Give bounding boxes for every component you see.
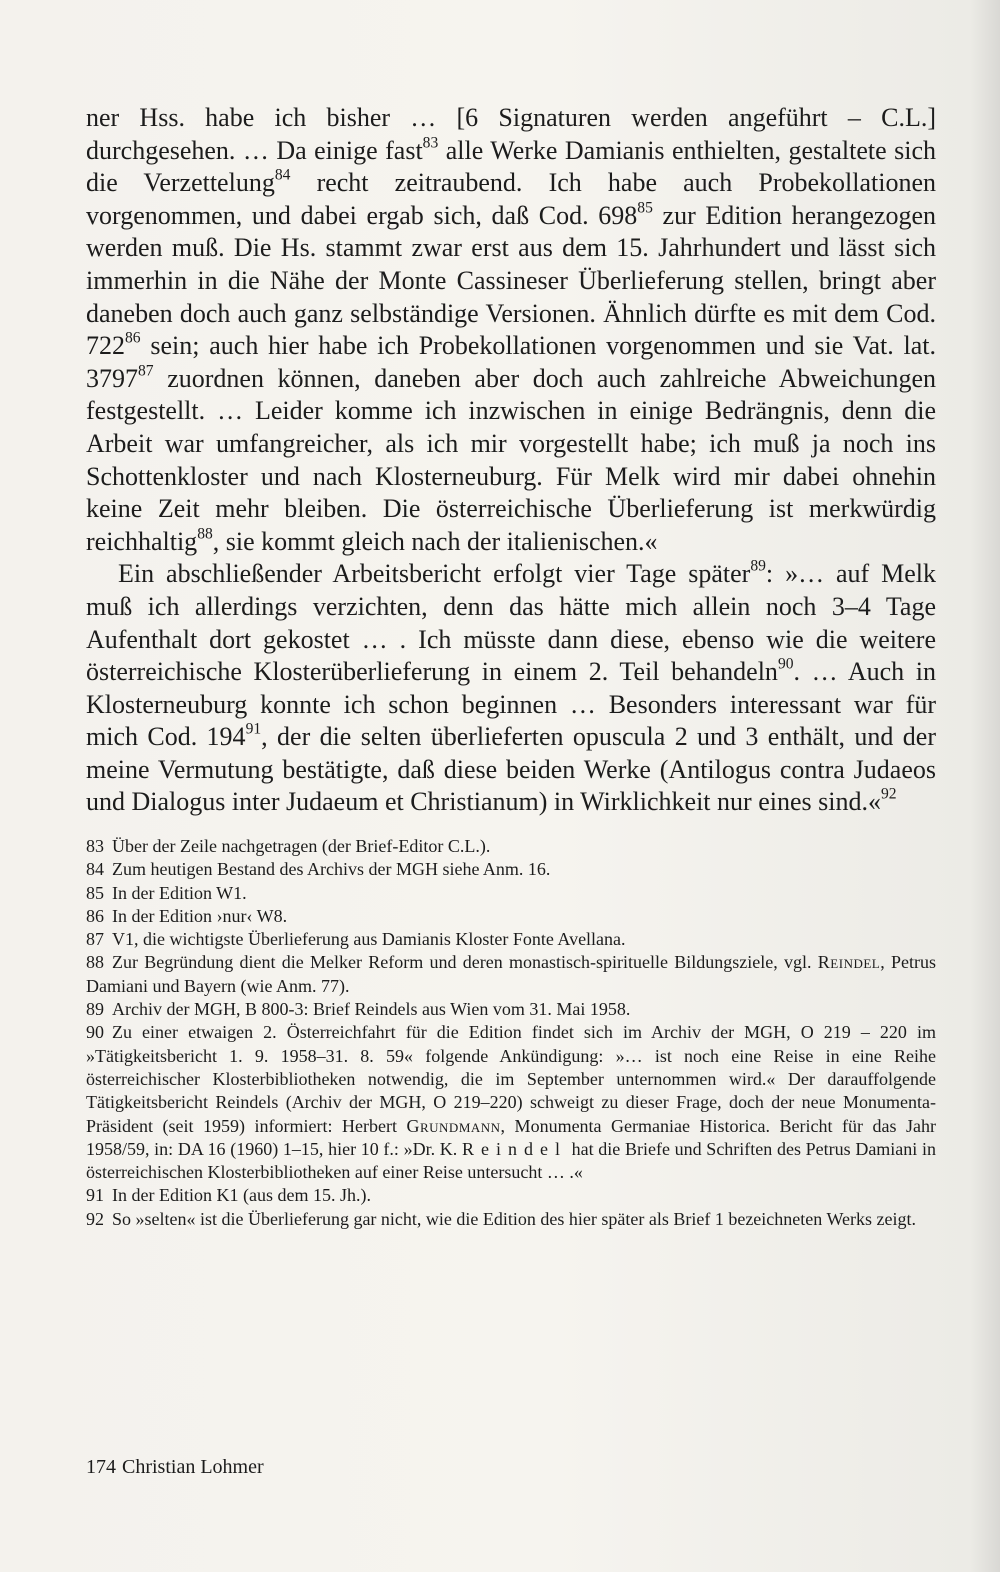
footnote-ref-85[interactable]: 85 [637, 199, 653, 217]
footnote-text: Zum heutigen Bestand des Archivs der MGH siehe Anm. 16. [112, 859, 551, 880]
main-text [86, 102, 936, 819]
footnote-85 [86, 882, 936, 905]
text-run: , der die selten überlieferten opuscula 2 und 3 enthält, und der meine Vermutung bestätigte, daß diese beiden Werke (Antilogus contra Judaeos und Dialogus inter Judaeum et Christianum) in Wirklichkeit nur eines sind.« [86, 722, 936, 817]
text-run: zuordnen können, daneben aber doch auch zahlreiche Abweichungen festgestellt. … Leider komme ich inzwischen in einige Bedrängnis, denn die Arbeit war umfangreicher, als ich mir vorgestellt habe; ich muß ja noch ins Schottenkloster und nach Klosterneuburg. Für Melk wird mir dabei ohnehin keine Zeit mehr bleiben. Die österreichische Überlieferung ist merkwürdig reichhaltig [86, 363, 936, 556]
text-run: , sie kommt gleich nach der italienischen.« [212, 526, 658, 556]
footnote-ref-84[interactable]: 84 [274, 166, 291, 184]
footnote-text: In der Edition K1 (aus dem 15. Jh.). [112, 1185, 371, 1206]
footnote-text: , Petrus Damiani und Bayern (wie Anm. 77). [86, 952, 937, 996]
footnote-text: hat die Briefe und Schriften des Petrus Damiani in österreichischen Klosterbibliotheken auf einer Reise untersucht … .« [86, 1138, 936, 1183]
footnote-89 [86, 998, 936, 1021]
text-run: recht zeitraubend. Ich habe auch Probekollationen vorgenommen, und dabei ergab sich, daß Cod. 698 [86, 168, 936, 230]
footnotes [86, 835, 936, 1231]
footnote-text: Über der Zeile nachgetragen (der Brief-Editor C.L.). [112, 836, 491, 856]
footnote-number: 91 [86, 1185, 104, 1206]
text-run: : »… auf Melk muß ich allerdings verzichten, denn das hätte mich allein noch 3–4 Tage Aufenthalt dort gekostet … . Ich müsste dann diese, ebenso wie die weitere österreichische Klosterüberlieferung in einem 2. Teil behandeln [86, 559, 936, 687]
text-run: alle Werke Damianis enthielten, gestaltete sich die Verzettelung [86, 135, 936, 198]
footnote-ref-83[interactable]: 83 [422, 133, 439, 151]
footnote-text: In der Edition W1. [112, 882, 247, 903]
footnote-ref-91[interactable]: 91 [245, 720, 262, 738]
paragraph-1 [86, 102, 936, 558]
footnote-number: 92 [86, 1208, 104, 1229]
footnote-number: 84 [86, 859, 104, 880]
footnote-ref-86[interactable]: 86 [125, 329, 141, 347]
footnote-83 [86, 835, 936, 858]
footnote-text: Zu einer etwaigen 2. Österreichfahrt für die Edition findet sich im Archiv der MGH, O 219 – 220 im »Tätigkeitsbericht 1. 9. 1958–31. 8. 59« folgende Ankündigung: »… ist noch eine Reise in eine Reihe österreichischer Klosterbibliotheken notwendig, die im September unternommen wird.« Der darauffolgende Tätigkeitsbericht Reindels (Archiv der MGH, O 219–220) schweigt zu dieser Frage, doch der neue Monumenta-Präsident (seit 1959) informiert: Herbert [86, 1022, 936, 1136]
page-footer [86, 1456, 264, 1479]
footnote-number: 90 [86, 1022, 104, 1043]
footnote-88 [86, 951, 936, 998]
text-run: ner Hss. habe ich bisher … [6 Signaturen werden angeführt – C.L.] durchgesehen. … Da einige fast [86, 103, 936, 165]
footnote-91 [86, 1184, 936, 1207]
footnote-ref-92[interactable]: 92 [880, 785, 897, 803]
footnote-ref-90[interactable]: 90 [777, 655, 794, 673]
paragraph-2 [86, 558, 936, 819]
footnote-84 [86, 858, 936, 881]
footnote-90 [86, 1021, 936, 1184]
text-run: sein; auch hier habe ich Probekollationen vorgenommen und sie Vat. lat. 3797 [86, 331, 936, 393]
footnote-number: 83 [86, 836, 104, 856]
footnote-text: So »selten« ist die Überlieferung gar nicht, wie die Edition des hier später als Brief 1 bezeichneten Werks zeigt. [112, 1208, 916, 1229]
footnote-text: Archiv der MGH, B 800-3: Brief Reindels aus Wien vom 31. Mai 1958. [112, 999, 631, 1020]
running-footer-author: Christian Lohmer [122, 1456, 264, 1478]
spaced-name: Reindel [461, 1138, 567, 1159]
author-name: Grundmann [406, 1115, 501, 1136]
footnote-92 [86, 1208, 936, 1231]
author-name: Reindel [817, 952, 881, 973]
footnote-ref-88[interactable]: 88 [197, 525, 213, 543]
footnote-number: 89 [86, 999, 104, 1020]
text-run: . … Auch in Klosterneuburg konnte ich schon beginnen … Besonders interessant war für mich Cod. 194 [86, 657, 937, 752]
footnote-text: , Monumenta Germaniae Historica. Bericht für das Jahr 1958/59, in: DA 16 (1960) 1–15, hier 10 f.: »Dr. K. [86, 1115, 936, 1159]
footnote-ref-89[interactable]: 89 [750, 557, 766, 575]
text-run: zur Edition herangezogen werden muß. Die Hs. stammt zwar erst aus dem 15. Jahrhundert und lässt sich immerhin in die Nähe der Monte Cassineser Überlieferung stellen, bringt aber daneben doch auch ganz selbständige Versionen. Ähnlich dürfte es mit dem Cod. 722 [86, 200, 937, 361]
footnote-ref-87[interactable]: 87 [138, 362, 154, 380]
footnote-text: V1, die wichtigste Überlieferung aus Damianis Kloster Fonte Avellana. [112, 929, 626, 950]
text-run: Ein abschließender Arbeitsbericht erfolgt vier Tage später [118, 559, 751, 589]
footnote-number: 85 [86, 882, 104, 903]
footnote-86 [86, 905, 936, 928]
footnote-number: 86 [86, 905, 104, 926]
footnote-text: In der Edition ›nur‹ W8. [112, 905, 288, 926]
footnote-87 [86, 928, 936, 951]
footnote-number: 87 [86, 929, 104, 950]
page-number: 174 [86, 1456, 116, 1478]
footnote-number: 88 [86, 952, 104, 973]
footnote-text: Zur Begründung dient die Melker Reform und deren monastisch-spirituelle Bildungsziele, vgl. [112, 952, 818, 973]
